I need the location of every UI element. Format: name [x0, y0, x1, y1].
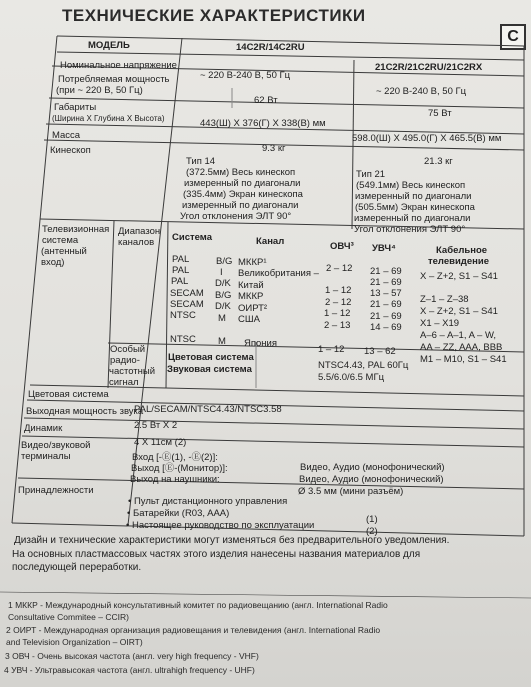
- system-uhf: 13 – 57: [370, 288, 402, 299]
- kinescope-1-line: измеренный по диагонали: [182, 200, 299, 211]
- dims-label: Габариты: [54, 102, 97, 113]
- power-value-1: 62 Вт: [254, 95, 278, 106]
- special-signal-label: частотный: [109, 366, 156, 377]
- vhf-header: ОВЧ³: [330, 241, 354, 252]
- kinescope-2-line: Тип 21: [356, 169, 386, 180]
- channel-range-label: Диапазон: [118, 226, 161, 237]
- system-region: Великобритания –: [238, 268, 319, 279]
- tv-system-label: Телевизионная: [42, 224, 110, 235]
- tv-system-label: вход): [41, 257, 65, 268]
- system-region: Япония: [244, 338, 277, 349]
- page-title: ТЕХНИЧЕСКИЕ ХАРАКТЕРИСТИКИ: [62, 6, 366, 25]
- system-uhf: 14 – 69: [370, 322, 402, 333]
- special-signal-label: радио-: [110, 355, 140, 366]
- channel-range-label: каналов: [118, 237, 155, 248]
- voltage-value-1: ~ 220 В-240 В, 50 Гц: [200, 70, 291, 81]
- footnote-line: 4 УВЧ - Ультравысокая частота (англ. ultrahigh frequency - UHF): [4, 665, 255, 675]
- speaker-value: 4 X 11см (2): [134, 437, 187, 448]
- terminal-line: Вход [-Ⓔ(1), -Ⓔ(2)]:: [132, 452, 218, 463]
- note-line: последующей переработки.: [12, 562, 142, 573]
- voltage-label: Номинальное напряжение: [60, 60, 177, 71]
- system-vhf: 2 – 13: [324, 320, 351, 331]
- accessory-item: • Настоящее руководство по эксплуатации: [126, 520, 315, 531]
- system-band: D/K: [215, 278, 231, 289]
- tv-system-label: (антенный: [41, 246, 87, 257]
- accessory-item: • Пульт дистанционного управления: [128, 496, 288, 507]
- mass-value-2: 21.3 кг: [424, 156, 453, 167]
- audio-output-label: Выходная мощность звука: [26, 406, 144, 417]
- kinescope-1-line: (335.4мм) Экран кинескопа: [183, 189, 303, 200]
- special-sound-label: Звуковая система: [167, 364, 252, 375]
- special-sound-value: 5.5/6.0/6.5 МГц: [318, 372, 385, 383]
- cable-range: AA – ZZ, AAA, BBB: [420, 342, 503, 353]
- system-name: SECAM: [170, 288, 204, 299]
- special-color-value: NTSC4.43, PAL 60Гц: [318, 360, 409, 371]
- cable-header: Кабельное: [436, 245, 488, 256]
- cable-range: A–6 – A–1, A – W,: [420, 330, 497, 341]
- mass-value-1: 9.3 кг: [262, 143, 286, 154]
- system-region: Китай: [238, 280, 264, 291]
- terminal-value: Ø 3.5 мм (мини разъём): [298, 486, 404, 497]
- system-uhf: 21 – 69: [370, 277, 402, 288]
- power-value-2: 75 Вт: [428, 108, 452, 119]
- system-band: I: [220, 267, 223, 278]
- system-band: D/K: [215, 301, 231, 312]
- system-name: SECAM: [170, 299, 204, 310]
- terminal-line: Выход [Ⓔ-(Монитор)]:: [131, 463, 228, 474]
- system-vhf: 1 – 12: [325, 285, 352, 296]
- color-system-value: PAL/SECAM/NTSC4.43/NTSC3.58: [134, 404, 282, 415]
- footnote-line: Consultative Commitee – CCIR): [8, 612, 129, 622]
- footnote-line: 1 МККР - Международный консультативный комитет по радиовещанию (англ. International Radio: [8, 600, 388, 610]
- system-region: МККР: [238, 291, 264, 302]
- model-col1-header: 14C2R/14C2RU: [236, 42, 305, 53]
- speaker-label: Динамик: [24, 423, 63, 434]
- kinescope-1-line: Угол отклонения ЭЛТ 90°: [180, 211, 292, 222]
- accessory-count: (2): [366, 526, 378, 537]
- system-vhf: 2 – 12: [325, 297, 352, 308]
- audio-output-value: 2.5 Вт X 2: [134, 420, 178, 431]
- power-label: Потребляемая мощность: [58, 74, 170, 85]
- voltage-value-2: ~ 220 В-240 В, 50 Гц: [376, 86, 467, 97]
- system-name: NTSC: [170, 334, 196, 345]
- terminal-value: Видео, Аудио (монофонический): [299, 474, 444, 485]
- footnote-line: 2 ОИРТ - Международная организация радиовещания и телевидения (англ. International Radio: [6, 625, 381, 635]
- system-region: МККР¹: [238, 257, 267, 268]
- cable-range: X1 – X19: [420, 318, 460, 329]
- terminal-value: Видео, Аудио (монофонический): [300, 462, 445, 473]
- footnote-line: and Television Organization – OIRT): [6, 637, 143, 647]
- kinescope-2-line: измеренный по диагонали: [354, 213, 471, 224]
- channel-header: Канал: [256, 236, 285, 247]
- dims-label-sub: (Ширина X Глубина X Высота): [52, 114, 165, 123]
- system-name: PAL: [171, 276, 189, 287]
- power-label-sub: (при ~ 220 В, 50 Гц): [56, 85, 143, 96]
- system-vhf: 2 – 12: [326, 263, 353, 274]
- note-line: На основных пластмассовых частях этого изделия нанесены названия материалов для: [12, 549, 421, 560]
- kinescope-1-line: измеренный по диагонали: [184, 178, 301, 189]
- system-uhf: 21 – 69: [370, 311, 402, 322]
- system-band: M: [218, 313, 226, 324]
- dims-value-2: 598.0(Ш) X 495.0(Г) X 465.5(В) мм: [352, 133, 502, 144]
- color-system-label: Цветовая система: [28, 389, 109, 400]
- system-uhf: 21 – 69: [370, 299, 402, 310]
- special-color-label: Цветовая система: [168, 352, 254, 363]
- system-region: США: [238, 314, 260, 325]
- system-region: ОИРТ²: [238, 303, 268, 314]
- system-name: PAL: [172, 254, 190, 265]
- footnote-line: 3 ОВЧ - Очень высокая частота (англ. very high frequency - VHF): [5, 651, 259, 661]
- terminal-line: Выход на наушники:: [130, 474, 220, 485]
- uhf-header: УВЧ⁴: [372, 243, 396, 254]
- system-band: B/G: [216, 256, 233, 267]
- terminals-label: Видео/звуковой: [21, 440, 91, 451]
- kinescope-2-line: Угол отклонения ЭЛТ 90°: [354, 224, 466, 235]
- kinescope-1-line: (372.5мм) Весь кинескоп: [186, 167, 296, 178]
- kinescope-2-line: (505.5мм) Экран кинескопа: [355, 202, 475, 213]
- model-header: МОДЕЛЬ: [88, 40, 130, 51]
- special-signal-label: сигнал: [109, 377, 139, 388]
- accessory-item: • Батарейки (R03, AAA): [127, 508, 230, 519]
- accessories-label: Принадлежности: [18, 485, 94, 496]
- mass-label: Масса: [52, 130, 81, 141]
- note-line: Дизайн и технические характеристики могут изменяться без предварительного уведомления.: [14, 535, 450, 546]
- special-signal-label: Особый: [110, 344, 146, 355]
- kinescope-2-line: (549.1мм) Весь кинескоп: [356, 180, 466, 191]
- system-name: PAL: [172, 265, 190, 276]
- kinescope-label: Кинескоп: [50, 145, 91, 156]
- system-name: NTSC: [170, 310, 196, 321]
- cable-header: телевидение: [428, 256, 489, 267]
- tv-system-label: система: [42, 235, 79, 246]
- system-vhf: 1 – 12: [318, 344, 345, 355]
- cable-range: X – Z+2, S1 – S41: [420, 271, 498, 282]
- section-badge: C: [500, 24, 526, 50]
- system-header: Система: [172, 232, 212, 243]
- model-col2-header: 21C2R/21C2RU/21C2RX: [375, 62, 483, 73]
- terminals-label: терминалы: [21, 451, 71, 462]
- system-uhf: 21 – 69: [370, 266, 402, 277]
- accessory-count: (1): [366, 514, 378, 525]
- kinescope-2-line: измеренный по диагонали: [355, 191, 472, 202]
- cable-range: M1 – M10, S1 – S41: [420, 354, 507, 365]
- system-vhf: 1 – 12: [324, 308, 351, 319]
- cable-range: Z–1 – Z–38: [420, 294, 469, 305]
- cable-range: X – Z+2, S1 – S41: [420, 306, 498, 317]
- dims-value-1: 443(Ш) X 376(Г) X 338(В) мм: [200, 118, 326, 129]
- system-band: M: [218, 336, 226, 347]
- system-band: B/G: [215, 290, 232, 301]
- kinescope-1-line: Тип 14: [186, 156, 216, 167]
- system-uhf: 13 – 62: [364, 346, 396, 357]
